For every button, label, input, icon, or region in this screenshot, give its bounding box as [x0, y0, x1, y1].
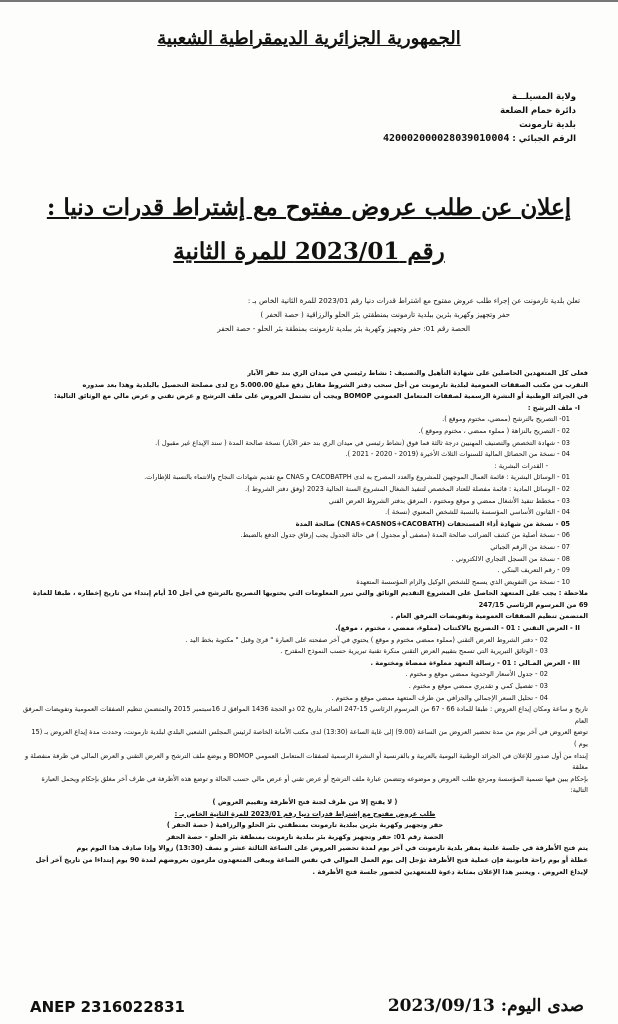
body-line: 04 - القانون الأساسي المؤسسة بالنسبة للشخص المعنوي (نسخة ). [385, 508, 570, 517]
announcement-title-line1: إعلان عن طلب عروض مفتوح مع إشتراط قدرات دنيا : [46, 194, 572, 221]
body-line: 02 - الوسائل المادية : قائمة مفصلة للعتاد المخصص لتنفيذ الشغال المشروع السنة الحالية 2023 (وفق دفتر الشروط ). [245, 484, 570, 493]
intro-block [30, 294, 580, 336]
announcement-title-line2: رقم 2023/01 للمرة الثانية [173, 238, 445, 265]
body-line: المتضمن تنظيم الصفقات العمومية وتفويضات المرفق العام . [390, 612, 588, 621]
body-line: تاريخ و ساعة ومكان إيداع العروض : طبقا للمادة 66 - 67 من المرسوم الرئاسي 15-247 الصادر بتاريخ 02 ذو الحجة 1436 الموافق لـ 16سبتمبر 2015 والمتضمن تنظيم الصفقات العمومية وتفويضات المرفق العام [23, 705, 588, 725]
body-line: بإحكام يبين فيها تسمية المؤسسة ومرجع طلب العروض و موضوعه وتتضمن عبارة ملف الترشح أو عرض تقني أو عرض مالي حسب الحالة و توضع هذه الأظرفة في ظرف آخر مغلق بإحكام ويحمل العبارة التالية: [41, 774, 588, 795]
admin-line: دائرة حمام الضلعة [500, 106, 576, 116]
body-line: 03 - مخطط تنفيذ الأشغال ممضي و موقع ومختوم ، المرفق بدفتر الشروط العرض الفني [328, 496, 570, 505]
body-line: حفر وتجهيز وكهربة بئرين ببلدية تارمونت بمنطقتي بئر الحلو والرزاقية ( حصة الحفر ) [166, 821, 444, 830]
body-line: II - العرض التقني : 01 - التصريح بالاكتتاب (مملوء، ممضي ، مختوم ، موقع). [335, 624, 580, 633]
admin-line: ولاية المسيلـــة [511, 92, 576, 102]
body-line: 05 - نسخة من شهادة أداء المستحقات (CNAS+CASNOS+CACOBATH) صالحة المدة [295, 519, 570, 528]
newspaper-date: صدى اليوم: 2023/09/13 [387, 996, 584, 1016]
body-line: I- ملف الترشح : [527, 403, 580, 412]
intro-paragraph: الحصة رقم 01: حفر وتجهيز وكهربة بئر ببلدية تارمونت بمنطقة بئر الحلو - حصة الحفر [217, 324, 470, 333]
body-line: الحصة رقم 01: حفر وتجهيز وكهربة بئر ببلدية تارمونت بمنطقة بئر الحلو - حصة الحفر [166, 832, 444, 841]
body-line: 03 - الوثائق التبريرية التي تسمح بتقييم العرض التقني منكرة تقنية تبريرية حسب النموذج المقترح . [280, 647, 548, 656]
republic-header: الجمهورية الجزائرية الديمقراطية الشعبية [157, 28, 461, 49]
admin-line: بلدية تارمونت [519, 120, 576, 130]
announcement-body [22, 368, 588, 878]
body-line: 07 - نسخة من الرقم الجبائي [490, 542, 570, 551]
body-line: 03 - تفصيل كمي و تقديري ممضي موقع و مختوم . [408, 682, 548, 691]
body-line: في الجرائد الوطنية أو النشرة الرسمية لصفقات المتعامل العمومي BOMOP ويجب أن تشتمل العروض على ملف الترشح و عرض تقني و عرض مالي مع الوثائق التالية: [53, 392, 588, 401]
body-line: 08 - نسخة من السجل التجاري الالكتروني . [451, 554, 570, 563]
body-line: توضع العروض في آخر يوم من مدة تحضير العروض من الساعة (9.00) إلى غاية الساعة (13:30) لدى مكتب الأمانة الخاصة لرئيس المجلس الشعبي البلدي لبلدية تارمونت، وحددت مدة إيداع العروض بـ (15 يوم ) [31, 728, 588, 748]
body-line: عطلة أو يوم راحة قانونية فإن عملية فتح الأظرفة تؤجل إلى يوم العمل الموالي في نفس الساعة ويبقى المتعهدون ملزمون بعروضهم لمدة 90 يوم إبتداءا من تاريخ آخر أجل [35, 855, 588, 864]
body-line: طلب عروض مفتوح مع إشتراط قدرات دنيا رقم 2023/01 للمرة الثانية الخاص بـ : [174, 809, 436, 818]
body-line: 01 - الوسائل البشرية : قائمة العمال الموجهين للمشروع والعدد المصرح به لدى CACOBATPH و CNAS مع تقديم شهادات النجاح والانتماء بالنسبة للإطارات. [144, 473, 570, 482]
body-line: III - العرض المـالي : 01 - رسالة التعهد مملوءة ممضاة ومختومة . [370, 658, 580, 667]
body-line: 04 - نسخة من الحصائل المالية للسنوات الثلاث الأخيرة (2019 - 2020 - 2021 ). [345, 450, 570, 459]
body-line: 01- التصريح بالترشح (ممضي، مختوم وموقع ). [442, 415, 570, 424]
administration-block [383, 90, 576, 146]
body-line: 02 - دفتر الشروط العرض التقني (مملوء ممضي مختوم و موقع ) يحتوي في آخر صفحته على العبارة " قرئ وقبل " مكتوبة بخط اليد . [185, 635, 548, 644]
page-footer [20, 994, 598, 1022]
body-line: إبتداء من أول صدور للإعلان في الجرائد الوطنية اليومية بالعربية و بالفرنسية أو النشرة الرسمية لصفقات المتعامل العمومي BOMOP و يوضع ملف الترشح و العرض التقني و العرض المالي في ظرفة منفصلة و مغلقة [24, 751, 588, 772]
anep-reference: ANEP 2316022831 [30, 998, 185, 1016]
body-line: ملاحظة : يجب على المتعهد الحاصل على المشروع التقديم الوثائق والتي تبرر المعلومات التي يحتويها التصريح بالترشح في أجل 10 أيام إبتداء من تاريخ إخطاره ، طبقا للمادة 69 من المرسوم الرئاسي 247/15 [32, 589, 588, 609]
body-line: 10 - نسخة من التفويض الذي يسمح للشخص الوكيل والزام المؤسسة المتعهدة [356, 577, 570, 586]
intro-paragraph: تعلن بلدية تارمونت عن إجراء طلب عروض مفتوح مع اشتراط قدرات دنيا رقم 2023/01 للمرة الثانية الخاص بـ : [247, 296, 580, 305]
tax-number: 420002000028039010004 [382, 133, 510, 144]
body-line: 03 - شهادة التخصص والتصنيف المهنيين درجة ثالثة فما فوق (نشاط رئيسي في ميدان الري بند حفر الآبار) نسخة صالحة المدة ( سند الإيداع غير مقبول ). [155, 438, 570, 447]
body-line: التقرب من مكتب الصفقات العمومية لبلدية تارمونت من أجل سحب دفتر الشروط مقابل دفع مبلغ 5.000.00 دج لدى مصلحة التحصيل بالبلدية وهذا بعد صدوره [82, 380, 588, 389]
intro-paragraph: حفر وتجهيز وكهربة بئرين ببلدية تارمونت بمنطقتي بئر الحلو والرزاقية ( حصة الحفر ) [260, 310, 510, 319]
body-line: ( لا يفتح إلا من طرف لجنة فتح الأظرفة وتقييم العروض ) [212, 797, 398, 806]
tax-number-row [383, 132, 576, 146]
body-line: فعلى كل المتعهدين الحاصلين على شهادة التأهيل والتصنيف : نشاط رئيسي في ميدان الري بند حفر الآبار [247, 369, 588, 377]
body-line: 02 - التصريح بالنزاهة ( مملوء ممضي ، مختوم وموقع ). [418, 426, 570, 435]
tax-label: الرقم الجبائي : [512, 134, 576, 144]
body-line: 02 - جدول الأسعار الوحدوية ممضي موقع و مختوم . [405, 670, 548, 679]
body-line: يتم فتح الأظرفة في جلسة علنية بمقر بلدية تارمونت في آخر يوم لمدة تحضير العروض على الساعة الثالثة عشر و نصف (13:30) زوالا وإذا صادف هذا اليوم يوم [76, 844, 588, 853]
body-line: لإيداع العروض . ويعتبر هذا الإعلان بمثابة دعوة للمتعهدين لحضور جلسة فتح الأظرفة . [312, 867, 588, 876]
body-line: 06 - نسخة أصلية من كشف الضرائب صالحة المدة (مصفى أو مجدول ) في حالة الجدول يجب إرفاق جدول الدفع بالضبط. [240, 531, 570, 540]
body-line: 09 - رقم التعريف البنكي . [497, 566, 570, 575]
body-line: - القدرات البشرية : [494, 461, 548, 470]
body-line: 04 - تحليل السعر الإجمالي والجزافي من طرف المتعهد ممضي موقع و مختوم . [331, 693, 548, 702]
